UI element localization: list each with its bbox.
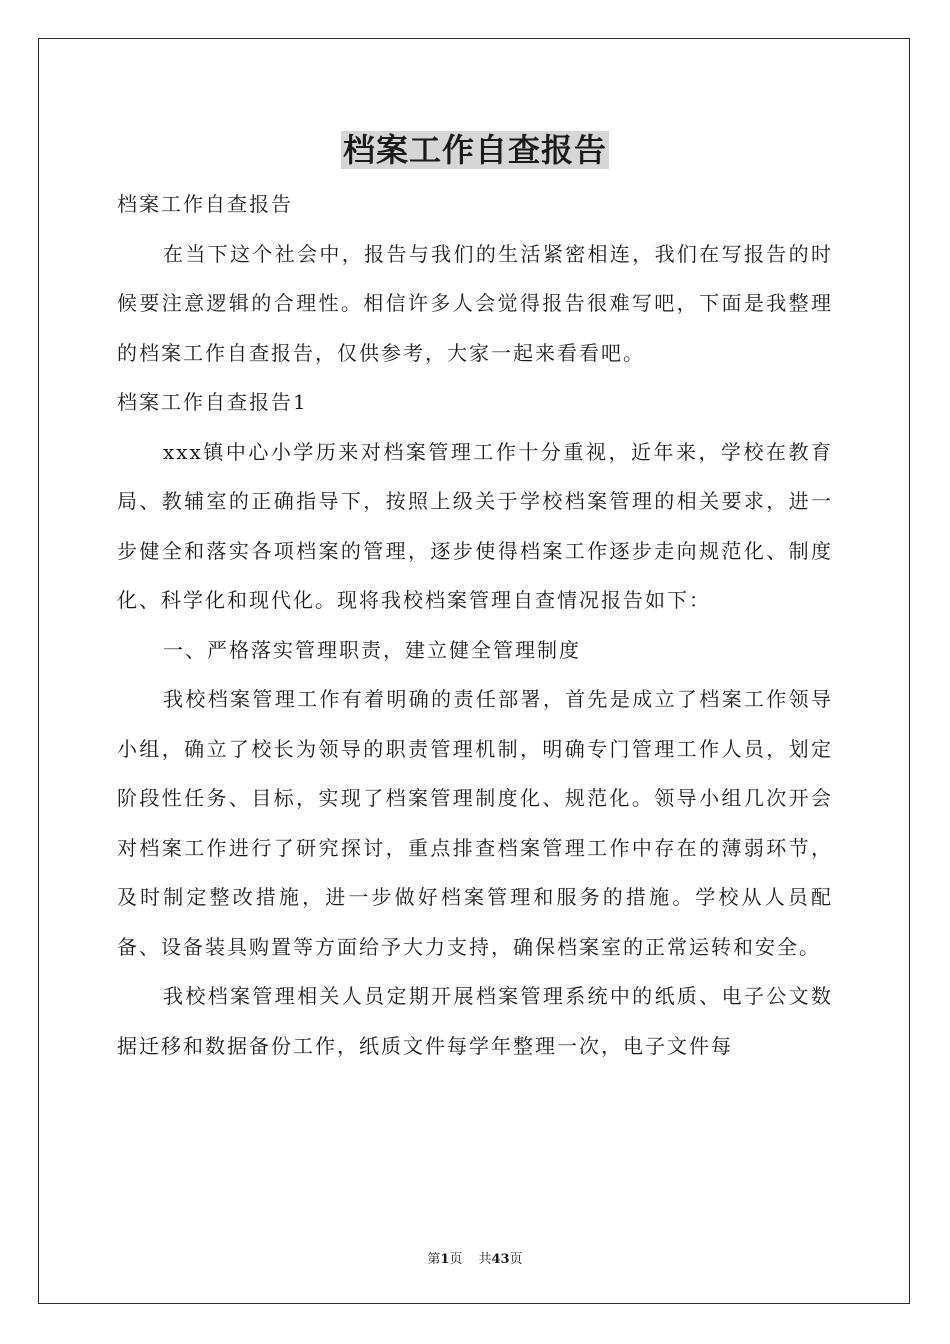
paragraph-intro: 在当下这个社会中，报告与我们的生活紧密相连，我们在写报告的时候要注意逻辑的合理性。相信许多人会觉得报告很难写吧，下面是我整理的档案工作自查报告，仅供参考，大家一起来看看吧。 xyxy=(117,241,833,365)
page-footer xyxy=(0,1248,950,1267)
document-title-text: 档案工作自查报告 xyxy=(342,131,607,169)
document-title xyxy=(0,128,950,172)
footer-page-suffix: 页 xyxy=(449,1252,463,1267)
document-body xyxy=(117,180,833,1071)
footer-total-suffix: 页 xyxy=(509,1252,523,1267)
paragraph-subtitle: 档案工作自查报告 xyxy=(117,192,293,216)
footer-page-number: 1 xyxy=(440,1252,450,1267)
paragraph-backup: 我校档案管理相关人员定期开展档案管理系统中的纸质、电子公文数据迁移和数据备份工作，纸质文件每学年整理一次，电子文件每 xyxy=(117,984,833,1058)
footer-total-pages: 43 xyxy=(491,1252,510,1267)
paragraph-subheading: 一、严格落实管理职责，建立健全管理制度 xyxy=(163,637,581,662)
footer-total-prefix: 共 xyxy=(478,1252,492,1267)
footer-page-prefix: 第 xyxy=(427,1252,441,1267)
paragraph-section-heading: 档案工作自查报告1 xyxy=(117,390,308,414)
paragraph-overview: xxx镇中心小学历来对档案管理工作十分重视，近年来，学校在教育局、教辅室的正确指导下，按照上级关于学校档案管理的相关要求，进一步健全和落实各项档案的管理，逐步使得档案工作逐步走向规范化、制度化、科学化和现代化。现将我校档案管理自查情况报告如下： xyxy=(117,439,833,612)
paragraph-responsibility: 我校档案管理工作有着明确的责任部署，首先是成立了档案工作领导小组，确立了校长为领导的职责管理机制，明确专门管理工作人员，划定阶段性任务、目标，实现了档案管理制度化、规范化。领导小组几次开会对档案工作进行了研究探讨，重点排查档案管理工作中存在的薄弱环节，及时制定整改措施，进一步做好档案管理和服务的措施。学校从人员配备、设备装具购置等方面给予大力支持，确保档案室的正常运转和安全。 xyxy=(117,687,833,959)
